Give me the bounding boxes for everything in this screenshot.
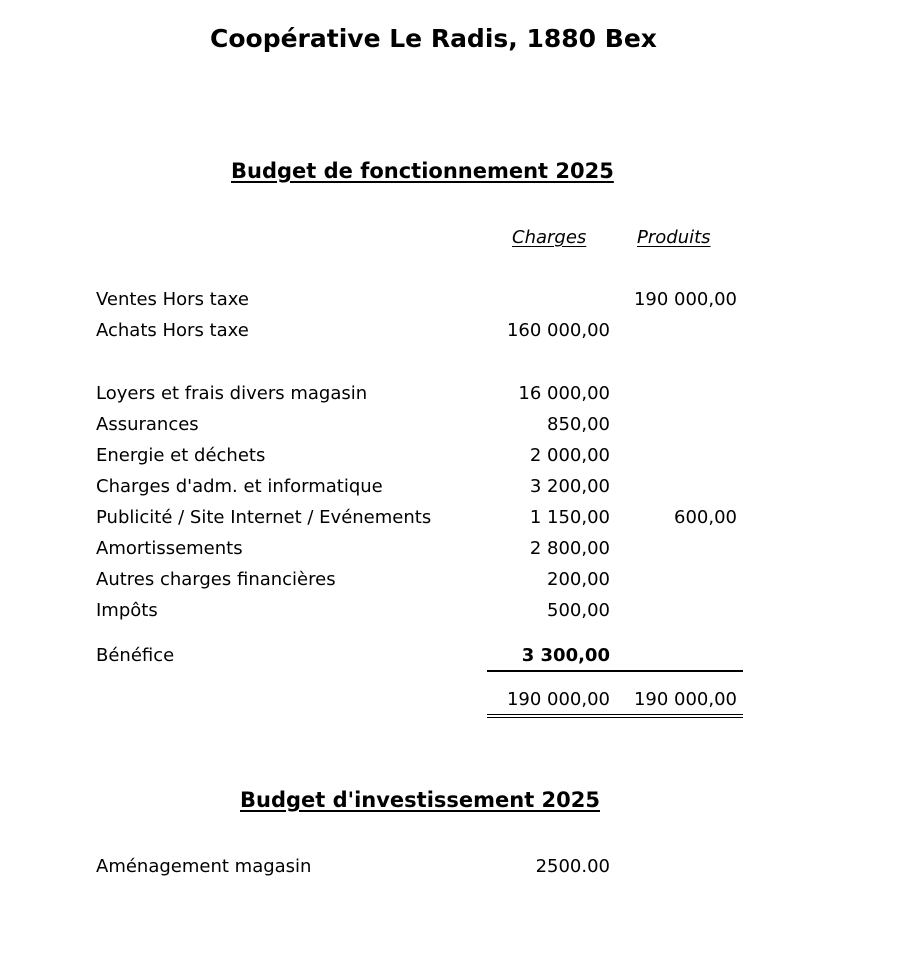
produits-column-header: Produits [637,227,711,248]
row-charges-value: 1 150,00 [529,507,610,528]
row-charges-value: 200,00 [547,569,610,590]
row-charges-value: 160 000,00 [506,320,610,341]
total-double-rule [487,714,743,718]
row-charges-value: 2 000,00 [529,445,610,466]
row-label: Amortissements [96,538,243,559]
operating-budget-title: Budget de fonctionnement 2025 [231,159,614,183]
row-produits-value: 600,00 [674,507,737,528]
row-label: Charges d'adm. et informatique [96,476,383,497]
total-charges-value: 190 000,00 [506,689,610,710]
charges-column-header: Charges [512,227,587,248]
row-value: 2500.00 [535,856,610,877]
row-charges-value: 850,00 [547,414,610,435]
profit-label: Bénéfice [96,645,175,666]
row-label: Assurances [96,414,199,435]
investment-budget-title: Budget d'investissement 2025 [240,788,601,812]
row-charges-value: 2 800,00 [529,538,610,559]
document-title: Coopérative Le Radis, 1880 Bex [210,24,657,53]
row-label: Loyers et frais divers magasin [96,383,368,404]
row-charges-value: 500,00 [547,600,610,621]
profit-value: 3 300,00 [521,645,610,666]
row-produits-value: 190 000,00 [633,289,737,310]
row-charges-value: 16 000,00 [518,383,610,404]
row-label: Impôts [96,600,158,621]
subtotal-rule [487,670,743,672]
row-label: Ventes Hors taxe [96,289,249,310]
row-charges-value: 3 200,00 [529,476,610,497]
row-label: Autres charges financières [96,569,336,590]
total-produits-value: 190 000,00 [633,689,737,710]
row-label: Publicité / Site Internet / Evénements [96,507,432,528]
row-label: Achats Hors taxe [96,320,249,341]
row-label: Aménagement magasin [96,856,312,877]
row-label: Energie et déchets [96,445,266,466]
